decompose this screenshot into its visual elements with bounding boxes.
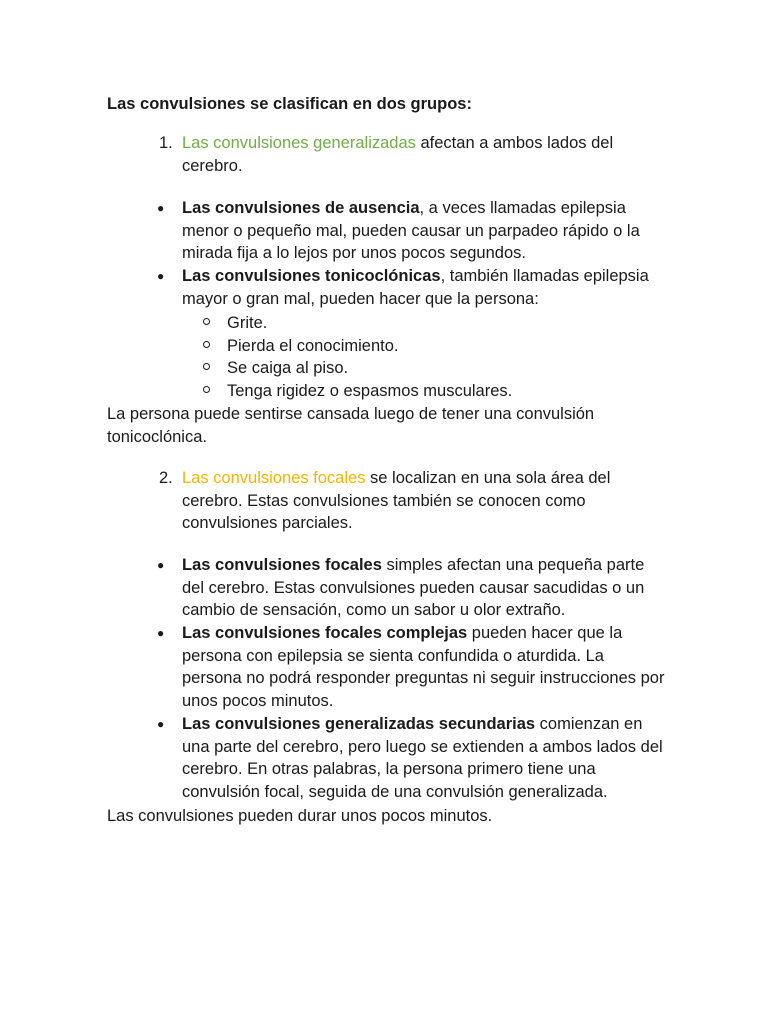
bullet-text bbox=[182, 265, 667, 310]
bullet-rest: simples afectan una pequeña parte del cerebro. Estas convulsiones pueden causar sacudidas o un cambio de sensación, como un sabor u olor extraño. bbox=[182, 556, 645, 620]
bullet-rest: , también llamadas epilepsia mayor o gran mal, pueden hacer que la persona: bbox=[182, 267, 649, 308]
bullet-text bbox=[182, 622, 667, 713]
sub-item-text: Pierda el conocimiento. bbox=[227, 337, 399, 355]
bullet-text bbox=[182, 197, 667, 265]
bullet-dot: ● bbox=[157, 558, 165, 572]
circle-bullet-icon bbox=[203, 341, 210, 348]
sub-item-text: Se caiga al piso. bbox=[227, 359, 349, 377]
circle-bullet-icon bbox=[203, 318, 210, 325]
sub-item-text: Grite. bbox=[227, 314, 268, 332]
bullet-bold: Las convulsiones focales bbox=[182, 556, 382, 574]
item-body bbox=[182, 467, 652, 535]
sub-item-text: Tenga rigidez o espasmos musculares. bbox=[227, 382, 513, 400]
bullet-rest: , a veces llamadas epilepsia menor o pequeño mal, pueden causar un parpadeo rápido o la mirada fija a lo lejos por unos pocos segundos. bbox=[182, 199, 640, 263]
circle-bullet-icon bbox=[203, 363, 210, 370]
note-paragraph: Las convulsiones pueden durar unos pocos minutos. bbox=[107, 807, 493, 825]
item-number: 2. bbox=[159, 469, 173, 487]
bullet-rest: comienzan en una parte del cerebro, pero luego se extienden a ambos lados del cerebro. En otras palabras, la persona primero tiene una convulsión focal, seguida de una convulsión generalizada. bbox=[182, 715, 663, 802]
bullet-bold: Las convulsiones tonicoclónicas bbox=[182, 267, 441, 285]
bullet-bold: Las convulsiones de ausencia bbox=[182, 199, 420, 217]
item-number: 1. bbox=[159, 134, 173, 152]
circle-bullet-icon bbox=[203, 386, 210, 393]
item-body bbox=[182, 132, 652, 177]
highlight-focales: Las convulsiones focales bbox=[182, 469, 366, 487]
bullet-bold: Las convulsiones generalizadas secundarias bbox=[182, 715, 536, 733]
bullet-dot: ● bbox=[157, 717, 165, 731]
item-text: afectan a ambos lados del cerebro. bbox=[182, 134, 614, 175]
bullet-dot: ● bbox=[157, 269, 165, 283]
bullet-rest: pueden hacer que la persona con epilepsia se sienta confundida o aturdida. La persona no podrá responder preguntas ni seguir instrucciones por unos pocos minutos. bbox=[182, 624, 665, 711]
page-heading: Las convulsiones se clasifican en dos grupos: bbox=[107, 95, 472, 113]
item-text: se localizan en una sola área del cerebro. Estas convulsiones también se conocen como convulsiones parciales. bbox=[182, 469, 611, 533]
bullet-dot: ● bbox=[157, 626, 165, 640]
bullet-bold: Las convulsiones focales complejas bbox=[182, 624, 468, 642]
bullet-dot: ● bbox=[157, 201, 165, 215]
highlight-generalizadas: Las convulsiones generalizadas bbox=[182, 134, 416, 152]
bullet-text bbox=[182, 713, 667, 804]
note-paragraph: La persona puede sentirse cansada luego de tener una convulsión tonicoclónica. bbox=[107, 405, 595, 446]
bullet-text bbox=[182, 554, 667, 622]
